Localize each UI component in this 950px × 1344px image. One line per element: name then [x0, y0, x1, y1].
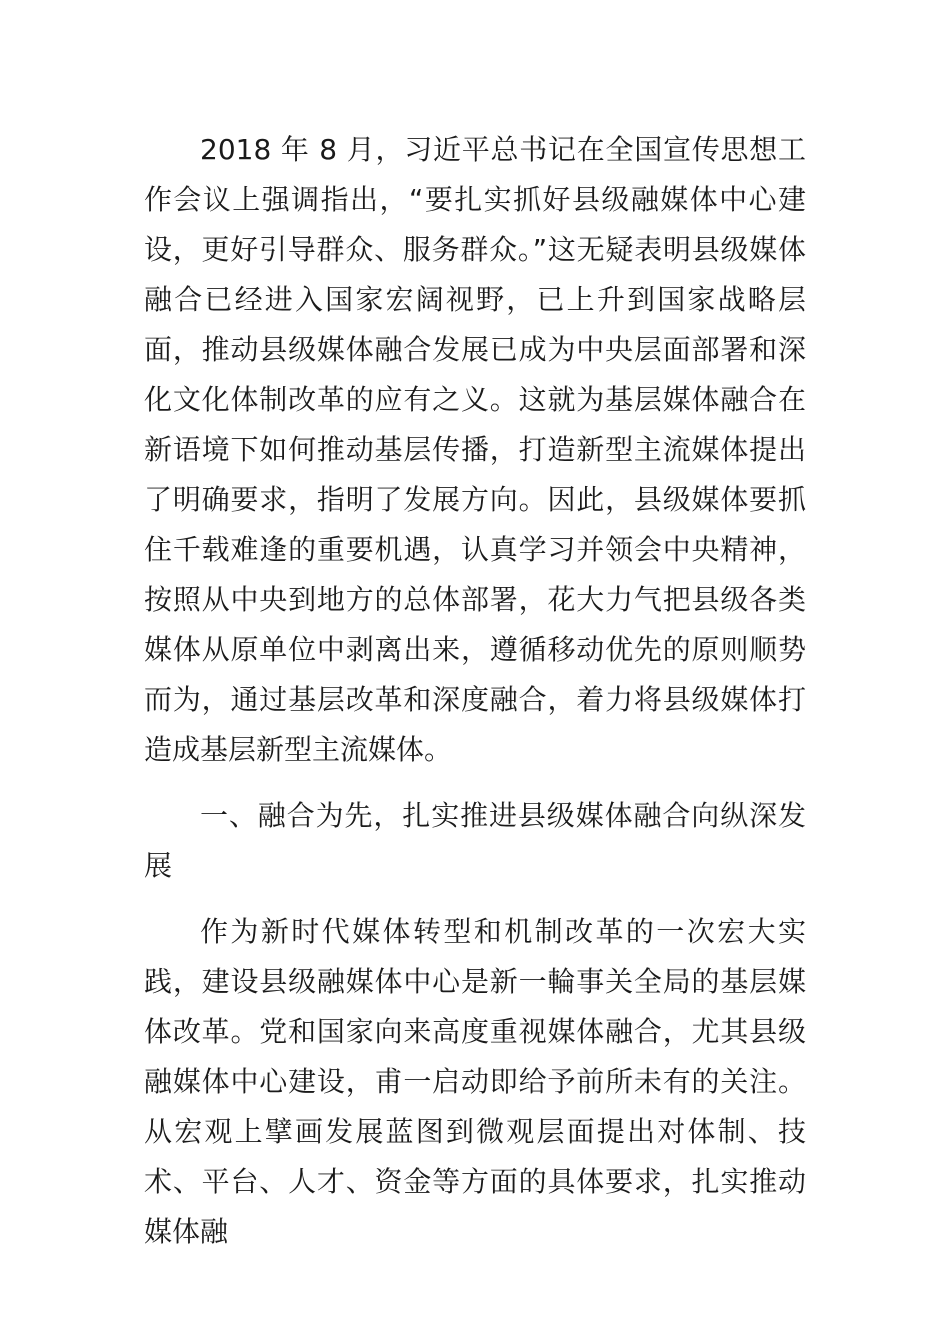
paragraph-section-1: 作为新时代媒体转型和机制改革的一次宏大实践，建设县级融媒体中心是新一輪事关全局的基层媒体改革。党和国家向来高度重视媒体融合，尤其县级融媒体中心建设，甫一启动即给予前所未有的关注。从宏观上擘画发展蓝图到微观层面提出对体制、技术、平台、人才、资金等方面的具体要求，扎实推动媒体融: [144, 915, 806, 1248]
paragraph-intro: 2018 年 8 月，习近平总书记在全国宣传思想工作会议上强调指出，“要扎实抓好县级融媒体中心建设，更好引导群众、服务群众。”这无疑表明县级媒体融合已经进入国家宏阔视野，已上升到国家战略层面，推动县级媒体融合发展已成为中央层面部署和深化文化体制改革的应有之义。这就为基层媒体融合在新语境下如何推动基层传播，打造新型主流媒体提出了明确要求，指明了发展方向。因此，县级媒体要抓住千载难逢的重要机遇，认真学习并领会中央精神，按照从中央到地方的总体部署，花大力气把县级各类媒体从原单位中剥离出来，遵循移动优先的原则顺势而为，通过基层改革和深度融合，着力将县级媒体打造成基层新型主流媒体。: [144, 133, 806, 766]
section-heading-1: 一、融合为先，扎实推进县级媒体融合向纵深发展: [144, 799, 806, 882]
document-body: [144, 125, 806, 1273]
